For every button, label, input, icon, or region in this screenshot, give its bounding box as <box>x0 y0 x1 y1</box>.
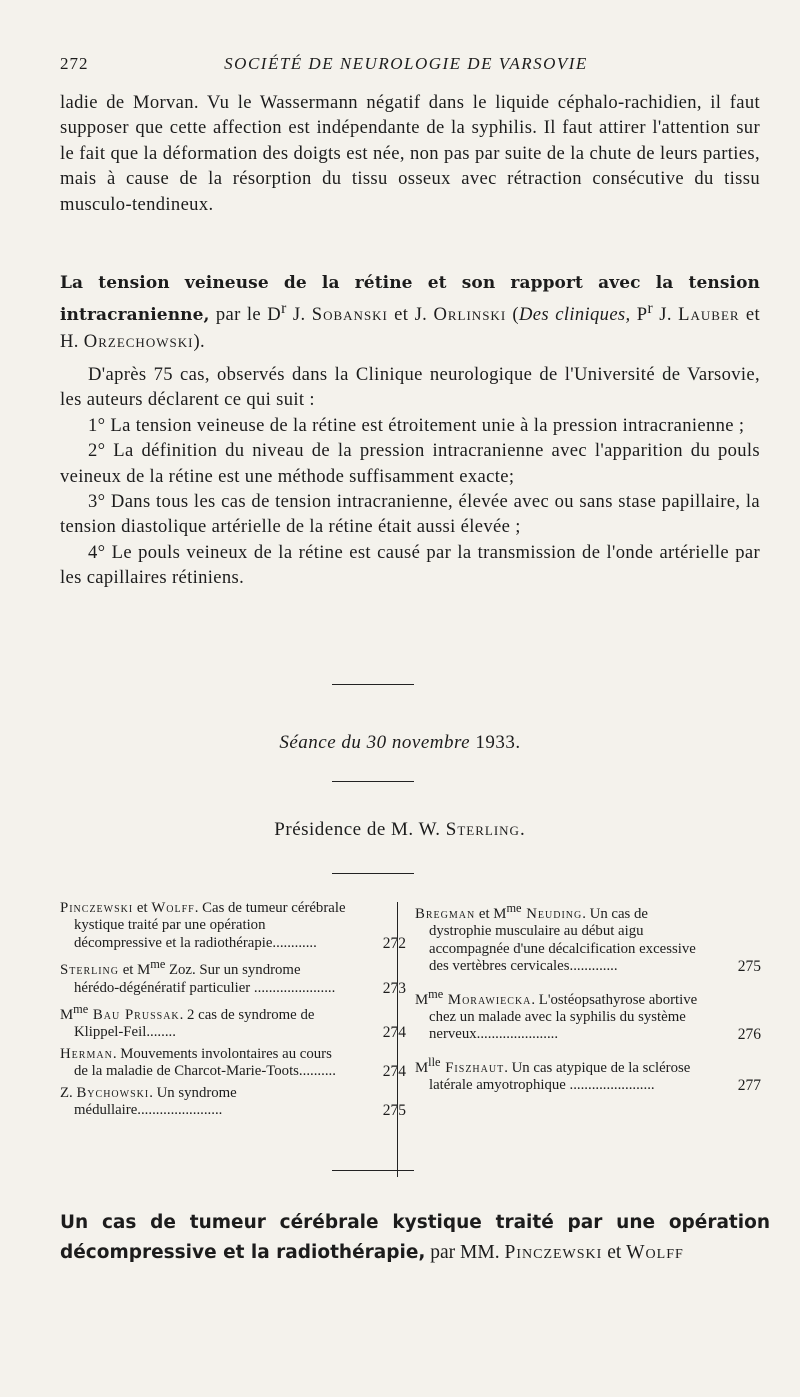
finding-1: 1° La tension veineuse de la rétine est étroitement unie à la pression intracranienne ; <box>88 414 745 436</box>
toc-right-column <box>415 900 761 1104</box>
toc-text: . L'ostéopsathyrose abortive chez un malade avec la syphilis du système nerveux...................... <box>429 991 698 1043</box>
article-heading <box>60 270 760 354</box>
toc-author: Sterling <box>60 962 119 979</box>
toc-entry <box>60 900 406 952</box>
toc-sup: me <box>506 901 522 915</box>
finding-2: 2° La définition du niveau de la pression intracranienne avec l'apparition du pouls veineux de la rétine est une méthode suffisamment exacte; <box>60 440 760 487</box>
toc-page: 275 <box>737 958 761 976</box>
author-lauber: Lauber <box>678 304 740 326</box>
toc-page: 276 <box>737 1026 761 1044</box>
toc-entry <box>415 900 761 976</box>
seance-heading <box>0 732 800 754</box>
toc-sup: me <box>150 957 166 972</box>
toc-entry <box>60 1001 406 1042</box>
author-wolff: Wolff <box>626 1242 684 1263</box>
article-by: par le D <box>209 304 282 326</box>
toc-mid: et <box>133 900 152 916</box>
toc-mid: et M <box>119 962 151 979</box>
divider-rule <box>332 873 414 874</box>
open-paren: ( <box>506 304 519 326</box>
toc-mid: M <box>415 991 429 1008</box>
toc-page: 274 <box>382 1024 406 1042</box>
author1-initial: J. <box>286 304 312 326</box>
finding-4: 4° Le pouls veineux de la rétine est causé par la transmission de l'onde artérielle par les capillaires rétiniens. <box>60 541 760 589</box>
affiliation: Des cliniques, <box>518 304 631 326</box>
toc-page: 275 <box>382 1101 406 1119</box>
running-head <box>60 54 752 80</box>
toc-entry <box>415 986 761 1044</box>
divider-rule <box>332 1170 414 1171</box>
toc-text: . Cas de tumeur cérébrale kystique traité par une opération décompressive et la radiothérapie............ <box>74 900 346 951</box>
and-1: et J. <box>387 304 434 326</box>
findings-lead: D'après 75 cas, observés dans la Clinique neurologique de l'Université de Varsovie, les auteurs déclarent ce qui suit : <box>60 364 760 411</box>
toc-author2: Morawiecka <box>443 991 532 1008</box>
author-sobanski: Sobanski <box>311 304 388 326</box>
next-article-title: Un cas de tumeur cérébrale kystique traité par une opération décompressive et la radiothérapie, <box>60 1212 770 1263</box>
article-title: La tension veineuse de la rétine et son rapport avec la tension intracranienne, <box>60 273 760 326</box>
toc-sup: lle <box>428 1054 441 1069</box>
seance-year: 1933. <box>470 732 521 753</box>
toc-author: Bregman <box>415 905 476 922</box>
toc-page: 273 <box>382 979 406 997</box>
toc-entry <box>60 956 406 997</box>
toc-text: Zoz. Sur un syndrome hérédo-dégénératif particulier ...................... <box>74 962 336 996</box>
presidence-prefix: Présidence de M. W. <box>274 819 446 840</box>
toc-text: . 2 cas de syndrome de Klippel-Feil........ <box>74 1006 315 1041</box>
toc-page: 277 <box>737 1077 761 1095</box>
toc-entry <box>60 1046 406 1081</box>
author-pinczewski: Pinczewski <box>504 1242 603 1263</box>
toc-mid: Z. <box>60 1084 77 1101</box>
toc-author2: Wolff <box>151 900 195 916</box>
toc-author: Herman <box>60 1045 113 1062</box>
dr-sup: r <box>281 300 287 318</box>
toc-author2: Neuding <box>521 905 583 922</box>
finding-3: 3° Dans tous les cas de tension intracranienne, élevée avec ou sans stase papillaire, la tension diastolique artérielle de la rétine était aussi élevée ; <box>60 491 760 538</box>
toc-page: 274 <box>382 1063 406 1081</box>
seance-date: Séance du 30 novembre <box>279 732 471 753</box>
page-number: 272 <box>60 54 89 73</box>
toc-left-column <box>60 900 406 1123</box>
toc-text: . Mouvements involontaires au cours de la maladie de Charcot-Marie-Toots.......... <box>74 1045 336 1080</box>
toc-entry <box>60 1085 406 1120</box>
toc-text: . Un syndrome médullaire....................... <box>74 1084 237 1118</box>
running-title: SOCIÉTÉ DE NEUROLOGIE DE VARSOVIE <box>224 54 588 73</box>
toc-author2: Bychowski <box>76 1084 150 1101</box>
prof-rest: J. <box>653 304 679 326</box>
toc-author: Pinczewski <box>60 900 134 916</box>
close-paren: ). <box>193 331 205 352</box>
intro-paragraph: ladie de Morvan. Vu le Wassermann négatif dans le liquide céphalo-rachidien, il faut supposer que cette affection est indépendante de la syphilis. Il faut attirer l'attention sur le fait que la déformation des doigts est née, non pas par suite de la chute de leurs parties, mais à cause de la résorption du tissu osseux avec rétraction consécutive du tissu musculo-tendineux. <box>60 92 760 215</box>
toc-author2: Bau Prussak <box>88 1006 180 1023</box>
toc-text: . Un cas de dystrophie musculaire au début aigu accompagnée d'une décalcification excessive des vertèbres cervicales............. <box>429 905 696 975</box>
next-by: par MM. <box>425 1242 505 1263</box>
toc-mid: M <box>415 1059 429 1076</box>
prof: P <box>630 304 648 326</box>
toc-sup: me <box>428 986 444 1001</box>
next-and: et <box>602 1242 627 1263</box>
divider-rule <box>332 781 414 782</box>
and-2: et H. <box>60 304 760 352</box>
presidence-line <box>0 819 800 841</box>
prof-sup: r <box>647 300 654 318</box>
toc-divider <box>397 902 398 1177</box>
toc-page: 272 <box>382 934 406 952</box>
divider-rule <box>332 684 414 685</box>
findings-block <box>60 362 760 591</box>
president-name: Sterling. <box>445 819 526 840</box>
toc-author2: Fiszhaut <box>440 1059 505 1076</box>
toc-mid: M <box>60 1006 74 1023</box>
toc-mid: et M <box>475 905 507 922</box>
toc-entry <box>415 1054 761 1095</box>
author-orlinski: Orlinski <box>433 304 507 326</box>
author-orzechowski: Orzechowski <box>83 331 194 352</box>
next-article-heading <box>60 1208 770 1268</box>
toc-sup: me <box>73 1001 89 1016</box>
toc-text: . Un cas atypique de la sclérose latérale amyotrophique ....................... <box>429 1059 691 1094</box>
